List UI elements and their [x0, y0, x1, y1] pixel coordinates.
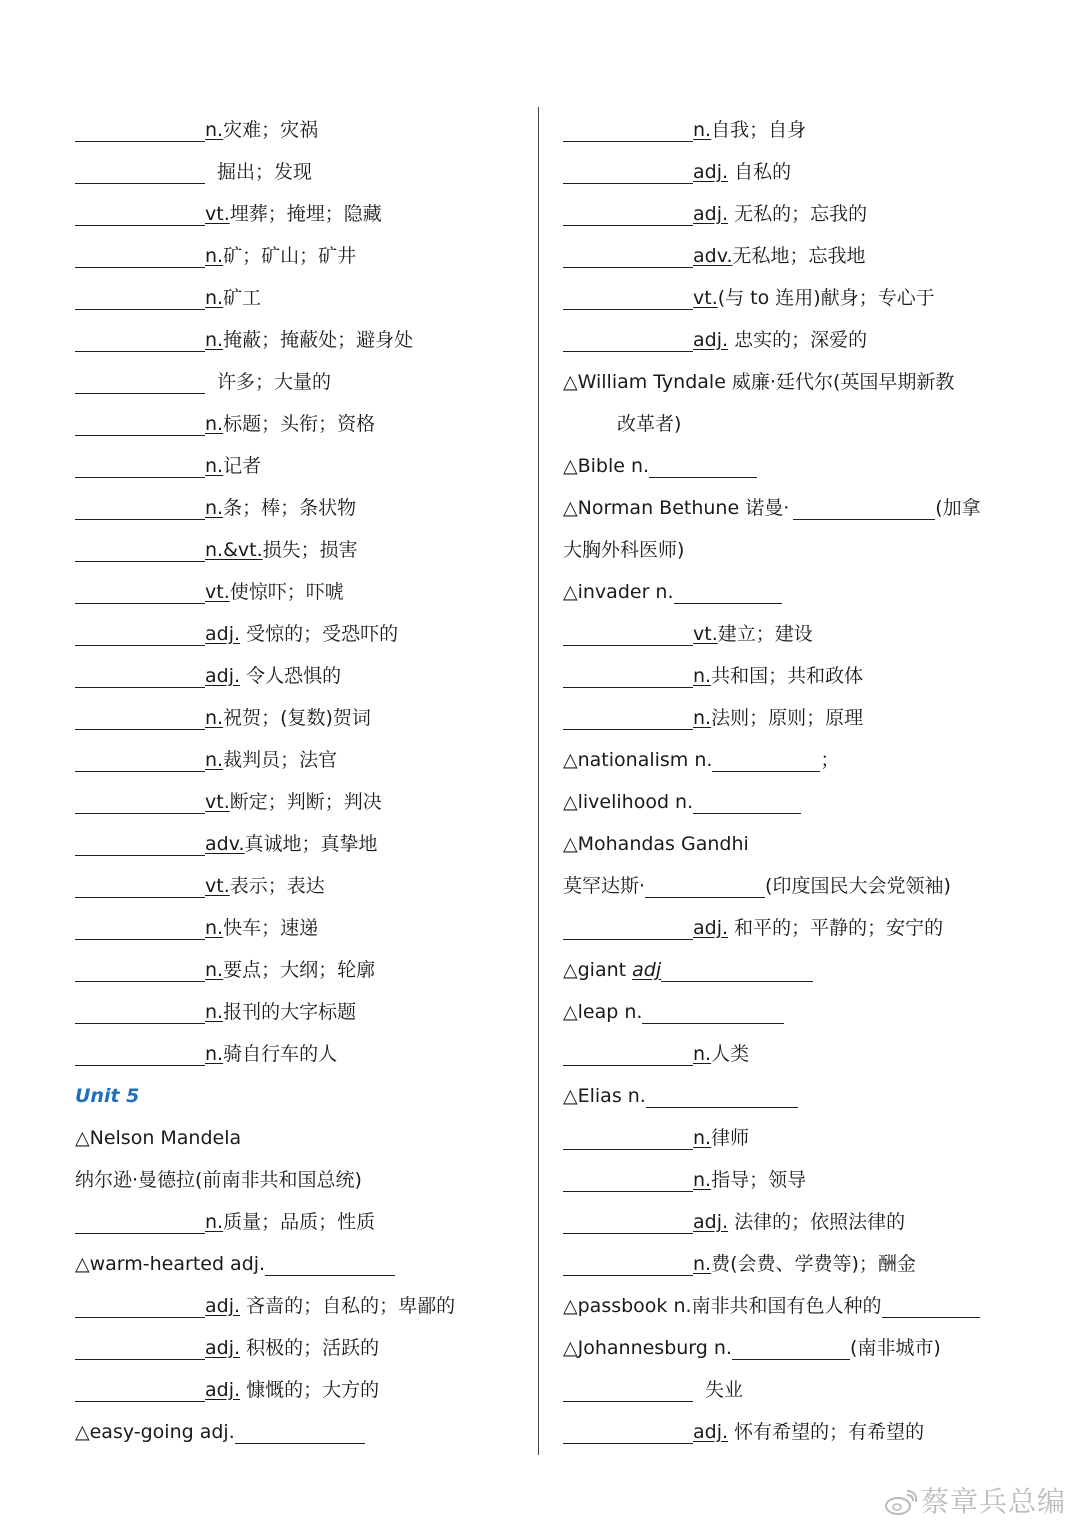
- definition: 指导；领导: [711, 1169, 807, 1191]
- answer-blank[interactable]: [563, 1247, 693, 1276]
- answer-blank[interactable]: [563, 1037, 693, 1066]
- answer-blank[interactable]: [642, 995, 784, 1024]
- term-johannesburg: [563, 1327, 1013, 1369]
- pos-label: n.: [205, 707, 224, 729]
- answer-blank[interactable]: [75, 869, 205, 898]
- term-gandhi-def: [563, 865, 1013, 907]
- definition: 条；棒；条状物: [223, 497, 357, 519]
- answer-blank[interactable]: [75, 365, 205, 394]
- definition: 掘出；发现: [217, 161, 313, 183]
- term-giant: [563, 949, 1013, 991]
- weibo-logo-icon: [883, 1489, 917, 1517]
- definition: 法律的；依照法律的: [728, 1211, 906, 1233]
- pos-label: vt.: [693, 623, 718, 645]
- definition: 裁判员；法官: [223, 749, 338, 771]
- pos-label: adj.: [205, 665, 241, 687]
- vocab-row: [75, 361, 515, 403]
- pos-label: n.: [205, 1211, 224, 1233]
- definition: 律师: [711, 1127, 750, 1149]
- definition: 矿；矿山；矿井: [223, 245, 357, 267]
- pos-label: adj.: [205, 1295, 241, 1317]
- vocab-row: [75, 487, 515, 529]
- definition: 受惊的；受恐吓的: [240, 623, 399, 645]
- pos-label: n.: [205, 1001, 224, 1023]
- pos-label: adj.: [693, 1421, 729, 1443]
- pos-label: n.: [205, 413, 224, 435]
- vocab-row-republic: [563, 655, 1013, 697]
- answer-blank[interactable]: [75, 575, 205, 604]
- pos-label: n.: [693, 707, 712, 729]
- answer-blank[interactable]: [75, 827, 205, 856]
- pos-label: adj: [632, 959, 662, 981]
- vocab-row-out-of-work: [563, 1369, 1013, 1411]
- answer-blank[interactable]: [75, 1373, 205, 1402]
- definition: 许多；大量的: [217, 371, 332, 393]
- definition: 忠实的；深爱的: [728, 329, 868, 351]
- term-text: △livelihood n.: [563, 791, 694, 813]
- definition: 损失；损害: [262, 539, 358, 561]
- unit-title: Unit 5: [75, 1085, 140, 1107]
- vocab-row-devoted: [563, 319, 1013, 361]
- vocab-row-hopeful: [563, 1411, 1013, 1453]
- term-text: △Nelson Mandela: [75, 1127, 242, 1149]
- answer-blank[interactable]: [645, 869, 765, 898]
- definition: 使惊吓；吓唬: [229, 581, 344, 603]
- pos-label: adj.: [693, 161, 729, 183]
- definition: 要点；大纲；轮廓: [223, 959, 376, 981]
- pos-label: n.: [205, 1043, 224, 1065]
- definition: 真诚地；真挚地: [244, 833, 378, 855]
- term-text: △Elias n.: [563, 1085, 646, 1107]
- pos-label: n.: [205, 749, 224, 771]
- pos-label: adj.: [693, 203, 729, 225]
- pos-label: adj.: [693, 1211, 729, 1233]
- pos-label: adj.: [693, 329, 729, 351]
- answer-blank[interactable]: [235, 1415, 365, 1444]
- term-tyndale-cont: [563, 403, 1013, 445]
- answer-blank[interactable]: [563, 239, 693, 268]
- answer-blank[interactable]: [75, 1205, 205, 1234]
- answer-blank[interactable]: [674, 575, 782, 604]
- term-gandhi: [563, 823, 1013, 865]
- vocab-row-quality: [75, 1201, 515, 1243]
- definition: 怀有希望的；有希望的: [728, 1421, 925, 1443]
- answer-blank[interactable]: [649, 449, 757, 478]
- answer-blank[interactable]: [563, 617, 693, 646]
- vocab-row-generous: [75, 1369, 515, 1411]
- pos-label: adv.: [205, 833, 245, 855]
- left-vocab-list: [75, 109, 515, 1075]
- vocab-row: [75, 991, 515, 1033]
- pos-label: n.: [693, 119, 712, 141]
- pos-label: adj.: [205, 1337, 241, 1359]
- term-text: △nationalism n.: [563, 749, 713, 771]
- term-bethune-cont: [563, 529, 1013, 571]
- answer-blank[interactable]: [882, 1289, 980, 1318]
- vocab-row: [75, 277, 515, 319]
- term-livelihood: [563, 781, 1013, 823]
- term-passbook: [563, 1285, 1013, 1327]
- definition: 表示；表达: [229, 875, 325, 897]
- answer-blank[interactable]: [75, 533, 205, 562]
- answer-blank[interactable]: [75, 323, 205, 352]
- definition: 埋葬；掩埋；隐藏: [229, 203, 382, 225]
- answer-blank[interactable]: [563, 281, 693, 310]
- answer-blank[interactable]: [563, 113, 693, 142]
- answer-blank[interactable]: [75, 491, 205, 520]
- answer-blank[interactable]: [75, 407, 205, 436]
- vocab-row: [75, 949, 515, 991]
- pos-label: vt.: [205, 203, 230, 225]
- definition: 祝贺；(复数)贺词: [223, 707, 371, 729]
- pos-label: vt.: [693, 287, 718, 309]
- vocab-row-principle: [563, 697, 1013, 739]
- term-text: (南非城市): [849, 1337, 941, 1359]
- answer-blank[interactable]: [75, 785, 205, 814]
- answer-blank[interactable]: [563, 659, 693, 688]
- definition: 自我；自身: [711, 119, 807, 141]
- answer-blank[interactable]: [75, 197, 205, 226]
- pos-label: adj.: [205, 1379, 241, 1401]
- answer-blank[interactable]: [75, 1331, 205, 1360]
- answer-blank[interactable]: [75, 239, 205, 268]
- pos-label: n.: [205, 245, 224, 267]
- watermark-text: 蔡章兵总编: [920, 1485, 1066, 1518]
- vocab-row: [75, 781, 515, 823]
- definition: (与 to 连用)献身；专心于: [717, 287, 935, 309]
- answer-blank[interactable]: [563, 1205, 693, 1234]
- definition: 快车；速递: [223, 917, 319, 939]
- answer-blank[interactable]: [563, 197, 693, 226]
- vocab-row-guidance: [563, 1159, 1013, 1201]
- term-text: (加拿: [935, 497, 981, 519]
- vocab-row: [75, 529, 515, 571]
- pos-label: n.&vt.: [205, 539, 263, 561]
- pos-label: n.: [693, 1043, 712, 1065]
- definition: 共和国；共和政体: [711, 665, 864, 687]
- vocab-row: [75, 823, 515, 865]
- term-text: △giant: [563, 959, 633, 981]
- vocab-row-devote: [563, 277, 1013, 319]
- definition: 骑自行车的人: [223, 1043, 338, 1065]
- vocab-row: [75, 403, 515, 445]
- pos-label: n.: [693, 1127, 712, 1149]
- vocab-row-lawyer: [563, 1117, 1013, 1159]
- pos-label: n.: [205, 119, 224, 141]
- vocab-row-establish: [563, 613, 1013, 655]
- vocab-row-selflessly: [563, 235, 1013, 277]
- term-tyndale: [563, 361, 1013, 403]
- term-nationalism: [563, 739, 1013, 781]
- definition: 自私的: [728, 161, 792, 183]
- definition: 断定；判断；判决: [229, 791, 382, 813]
- vocab-row: [75, 865, 515, 907]
- term-easy-going: [75, 1411, 515, 1453]
- definition: 人类: [711, 1043, 750, 1065]
- answer-blank[interactable]: [712, 743, 820, 772]
- definition: 记者: [223, 455, 262, 477]
- answer-blank[interactable]: [75, 911, 205, 940]
- pos-label: vt.: [205, 875, 230, 897]
- answer-blank[interactable]: [563, 911, 693, 940]
- vocab-row-selfless: [563, 193, 1013, 235]
- term-text: 纳尔逊·曼德拉(前南非共和国总统): [75, 1169, 362, 1191]
- pos-label: adj.: [693, 917, 729, 939]
- answer-blank[interactable]: [75, 659, 205, 688]
- answer-blank[interactable]: [265, 1247, 395, 1276]
- definition: 慷慨的；大方的: [240, 1379, 380, 1401]
- definition: 法则；原则；原理: [711, 707, 864, 729]
- vocab-row: [75, 1033, 515, 1075]
- term-text: (印度国民大会党领袖): [765, 875, 951, 897]
- term-text: 改革者): [617, 413, 682, 435]
- term-text: 大胸外科医师): [563, 539, 685, 561]
- term-bethune: [563, 487, 1013, 529]
- definition: 费(会费、学费等)；酬金: [711, 1253, 916, 1275]
- vocab-row-fee: [563, 1243, 1013, 1285]
- vocab-row-selfish: [563, 151, 1013, 193]
- vocab-row: [75, 571, 515, 613]
- vocab-row: [75, 445, 515, 487]
- answer-blank[interactable]: [563, 155, 693, 184]
- answer-blank[interactable]: [563, 1121, 693, 1150]
- answer-blank[interactable]: [75, 617, 205, 646]
- vocab-row: [75, 739, 515, 781]
- definition: 标题；头衔；资格: [223, 413, 376, 435]
- term-text: △leap n.: [563, 1001, 643, 1023]
- term-elias: [563, 1075, 1013, 1117]
- term-leap: [563, 991, 1013, 1033]
- vocab-row: [75, 613, 515, 655]
- answer-blank[interactable]: [563, 1415, 693, 1444]
- definition: 积极的；活跃的: [240, 1337, 380, 1359]
- definition: 质量；品质；性质: [223, 1211, 376, 1233]
- pos-label: n.: [205, 497, 224, 519]
- column-divider: [538, 107, 539, 1455]
- answer-blank[interactable]: [75, 995, 205, 1024]
- vocab-row: [75, 697, 515, 739]
- answer-blank[interactable]: [563, 1163, 693, 1192]
- pos-label: n.: [205, 917, 224, 939]
- answer-blank[interactable]: [75, 1037, 205, 1066]
- term-text: △Norman Bethune 诺曼·: [563, 497, 790, 519]
- term-mandela: [75, 1117, 515, 1159]
- term-invader: [563, 571, 1013, 613]
- answer-blank[interactable]: [793, 491, 935, 520]
- vocab-row-legal: [563, 1201, 1013, 1243]
- definition: 无私的；忘我的: [728, 203, 868, 225]
- definition: 灾难；灾祸: [223, 119, 319, 141]
- term-text: ；: [820, 749, 840, 771]
- vocab-row: [75, 109, 515, 151]
- answer-blank[interactable]: [75, 449, 205, 478]
- watermark: [883, 1480, 1066, 1520]
- answer-blank[interactable]: [75, 1289, 205, 1318]
- right-column: [563, 109, 1013, 1453]
- answer-blank[interactable]: [563, 323, 693, 352]
- left-column: [75, 109, 515, 1453]
- vocab-row: [75, 907, 515, 949]
- answer-blank[interactable]: [646, 1079, 798, 1108]
- answer-blank[interactable]: [693, 785, 801, 814]
- definition: 吝啬的；自私的；卑鄙的: [240, 1295, 456, 1317]
- vocab-row: [75, 655, 515, 697]
- vocab-row-mankind: [563, 1033, 1013, 1075]
- term-text: △Johannesburg n.: [563, 1337, 732, 1359]
- term-text: △Bible n.: [563, 455, 650, 477]
- vocab-row: [75, 319, 515, 361]
- term-text: △passbook n.南非共和国有色人种的: [563, 1295, 882, 1317]
- vocab-row-active: [75, 1327, 515, 1369]
- answer-blank[interactable]: [75, 701, 205, 730]
- answer-blank[interactable]: [75, 155, 205, 184]
- term-text: △easy-going adj.: [75, 1421, 235, 1443]
- definition: 失业: [705, 1379, 744, 1401]
- pos-label: vt.: [205, 581, 230, 603]
- answer-blank[interactable]: [75, 743, 205, 772]
- answer-blank[interactable]: [661, 953, 813, 982]
- term-bible: [563, 445, 1013, 487]
- unit-heading: [75, 1075, 515, 1117]
- vocab-row: [75, 151, 515, 193]
- pos-label: vt.: [205, 791, 230, 813]
- term-text: 莫罕达斯·: [563, 875, 646, 897]
- answer-blank[interactable]: [75, 281, 205, 310]
- def-mandela: [75, 1159, 515, 1201]
- answer-blank[interactable]: [75, 113, 205, 142]
- pos-label: n.: [205, 287, 224, 309]
- term-text: △warm-hearted adj.: [75, 1253, 266, 1275]
- pos-label: n.: [205, 959, 224, 981]
- vocab-row-peaceful: [563, 907, 1013, 949]
- definition: 掩蔽；掩蔽处；避身处: [223, 329, 414, 351]
- vocab-row-mean: [75, 1285, 515, 1327]
- term-warm-hearted: [75, 1243, 515, 1285]
- answer-blank[interactable]: [75, 953, 205, 982]
- definition: 报刊的大字标题: [223, 1001, 357, 1023]
- definition: 无私地；忘我地: [732, 245, 866, 267]
- vocab-row: [75, 193, 515, 235]
- term-text: △William Tyndale 威廉·廷代尔(英国早期新教: [563, 371, 955, 393]
- term-text: △Mohandas Gandhi: [563, 833, 749, 855]
- answer-blank[interactable]: [563, 701, 693, 730]
- vocab-row-self: [563, 109, 1013, 151]
- term-text: △invader n.: [563, 581, 674, 603]
- definition: 和平的；平静的；安宁的: [728, 917, 944, 939]
- definition: 矿工: [223, 287, 262, 309]
- pos-label: adv.: [693, 245, 733, 267]
- pos-label: n.: [205, 455, 224, 477]
- answer-blank[interactable]: [732, 1331, 850, 1360]
- pos-label: n.: [693, 1253, 712, 1275]
- definition: 建立；建设: [717, 623, 813, 645]
- definition: 令人恐惧的: [240, 665, 342, 687]
- answer-blank[interactable]: [563, 1373, 693, 1402]
- vocab-row: [75, 235, 515, 277]
- pos-label: n.: [693, 665, 712, 687]
- pos-label: n.: [205, 329, 224, 351]
- pos-label: adj.: [205, 623, 241, 645]
- pos-label: n.: [693, 1169, 712, 1191]
